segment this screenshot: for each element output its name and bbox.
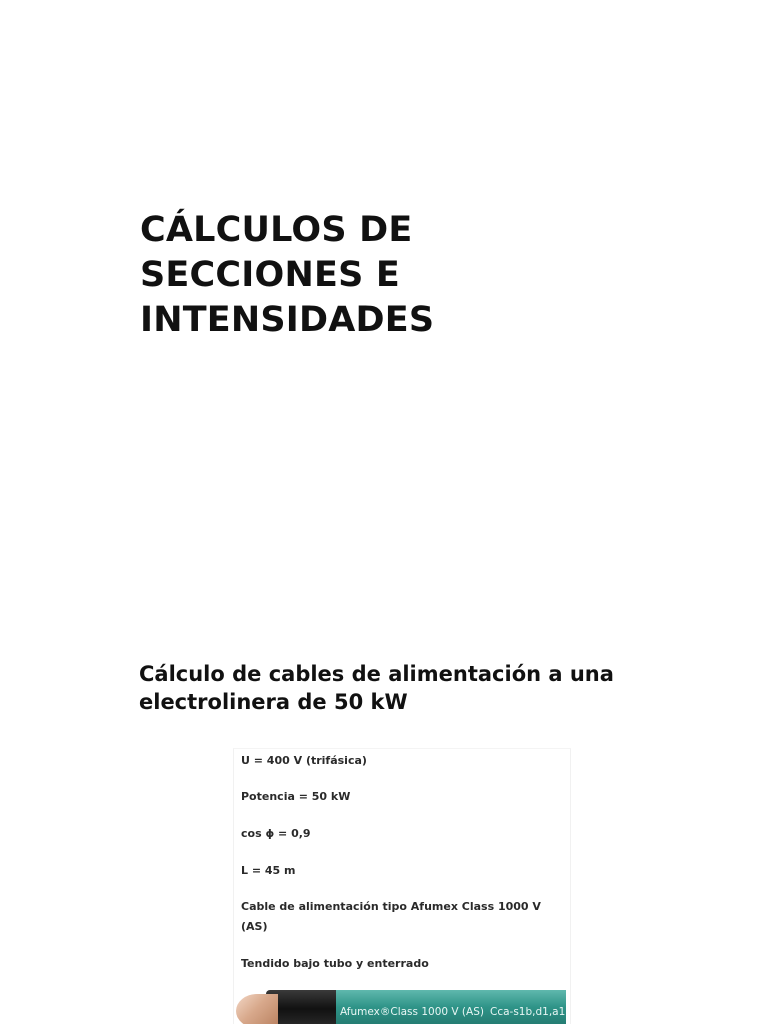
slide-title-line-3: INTENSIDADES bbox=[140, 300, 435, 340]
spec-card bbox=[233, 748, 571, 1024]
cable-image bbox=[236, 990, 566, 1024]
cable-brand-print: Afumex®Class 1000 V (AS) bbox=[340, 1006, 484, 1018]
slide-title-line-1: CÁLCULOS DE bbox=[140, 210, 413, 250]
section-heading bbox=[139, 660, 739, 716]
spec-installation: Tendido bajo tubo y enterrado bbox=[241, 957, 429, 970]
spec-voltage: U = 400 V (trifásica) bbox=[241, 754, 367, 767]
section-heading-line-1: Cálculo de cables de alimentación a una bbox=[139, 662, 614, 686]
spec-cable-type: Cable de alimentación tipo Afumex Class 1000 V (AS) bbox=[241, 900, 541, 933]
spec-power: Potencia = 50 kW bbox=[241, 790, 351, 803]
cable-copper-core bbox=[236, 994, 278, 1024]
slide-title-line-2: SECCIONES E bbox=[140, 255, 400, 295]
section-heading-line-2: electrolinera de 50 kW bbox=[139, 690, 408, 714]
spec-cos-phi: cos ϕ = 0,9 bbox=[241, 827, 311, 840]
spec-length: L = 45 m bbox=[241, 864, 296, 877]
cable-class-print: Cca-s1b,d1,a1 bbox=[490, 1006, 566, 1018]
slide-title bbox=[140, 208, 660, 343]
